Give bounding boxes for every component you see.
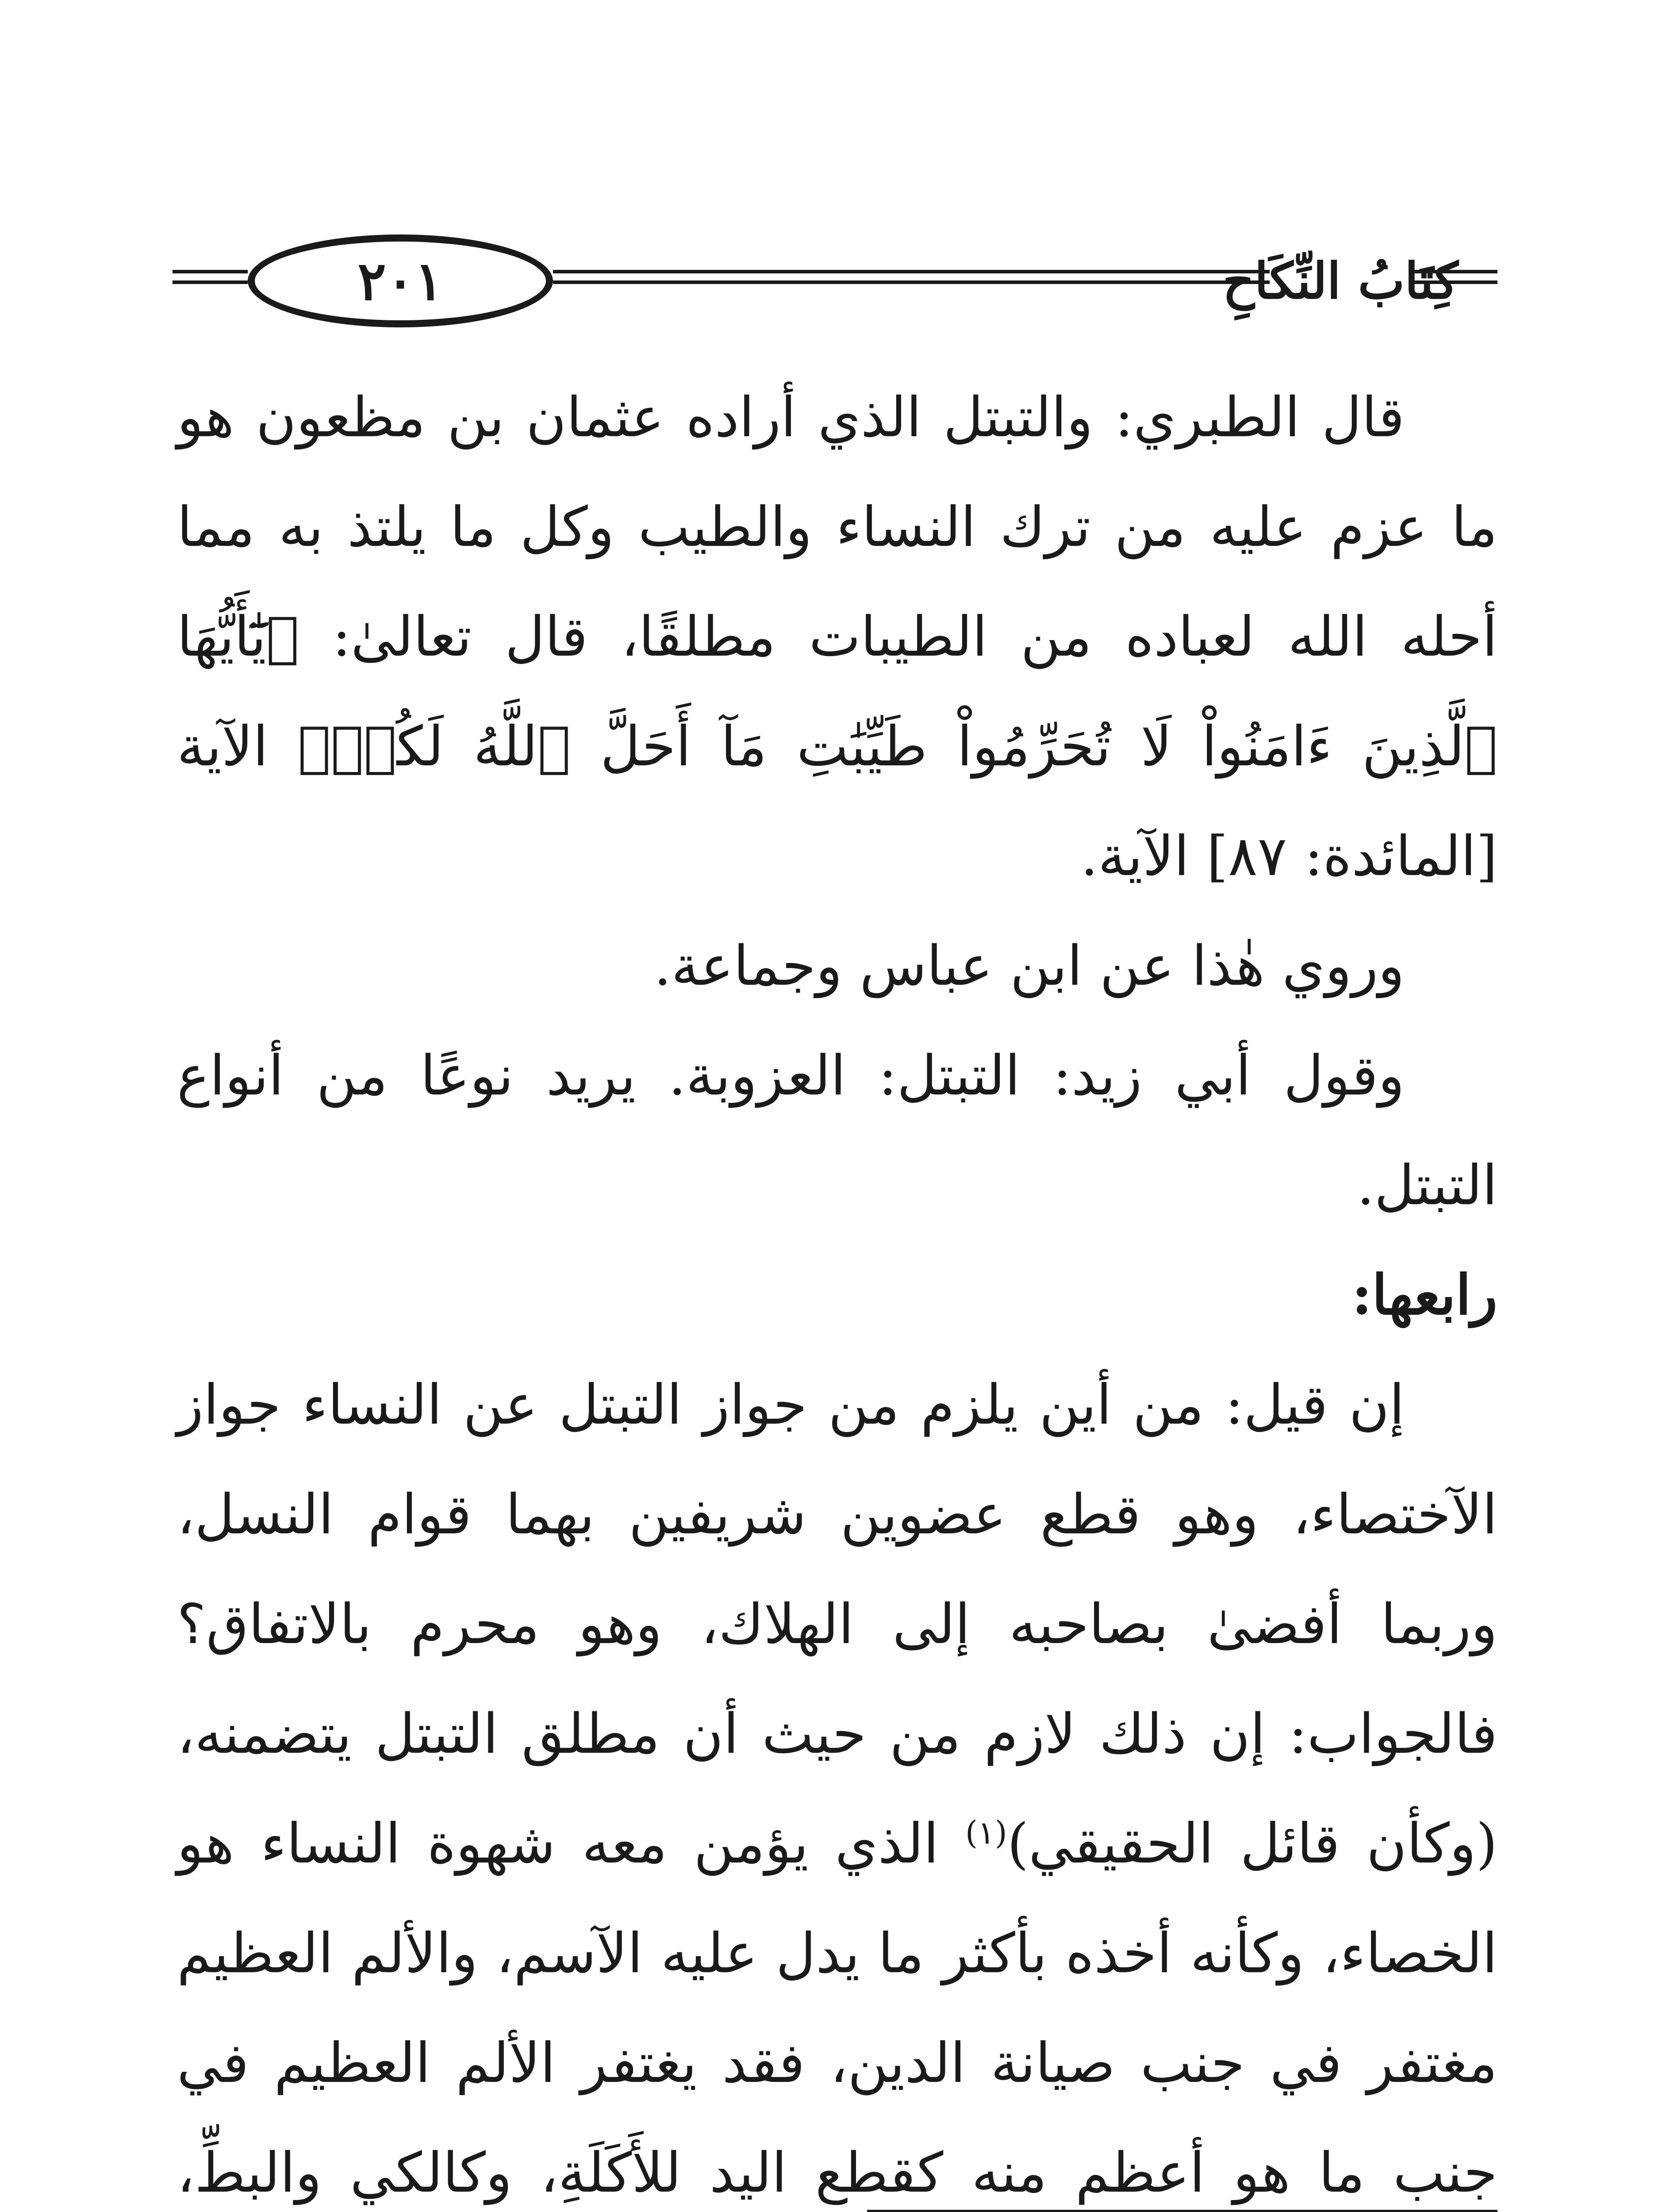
paragraph-tabari: قال الطبري: والتبتل الذي أراده عثمان بن مظعون هو ما عزم عليه من ترك النساء والطيب وكل ما يلتذ به مما أحله الله لعباده من الطيبات مطلقًا، قال تعالىٰ: ﴿يَٰٓأَيُّهَا ٱلَّذِينَ ءَامَنُواْ لَا تُحَرِّمُواْ طَيِّبَٰتِ مَآ أَحَلَّ ٱللَّهُ لَكُمۡ﴾ الآية [المائدة: ٨٧] الآية.	[177, 386, 1497, 888]
page-number: ٢٠١	[248, 234, 553, 327]
header-rule-left	[173, 270, 248, 284]
paragraph-castration-question	[177, 1350, 1497, 2212]
footnote-reference[interactable]: (١)	[965, 1814, 1007, 1851]
section-heading: رابعها:	[1351, 1263, 1497, 1327]
paragraph-text-before-ref: إن قيل: من أين يلزم من جواز التبتل عن النساء جواز الآختصاء، وهو قطع عضوين شريفين بهما قوام النسل، وربما أفضىٰ بصاحبه إلى الهلاك، وهو محرم بالاتفاق؟ فالجواب: إن ذلك لازم من حيث أن مطلق التبتل يتضمنه، (وكأن قائل الحقيقي)	[177, 1373, 1497, 1876]
running-header	[173, 221, 1497, 345]
header-rule-right	[1411, 270, 1497, 284]
book-title: كِتَابُ النِّكَاحِ	[1222, 252, 1459, 310]
paragraph-text-after-ref: الذي يؤمن معه شهوة النساء هو الخصاء، وكأنه أخذه بأكثر ما يدل عليه الآسم، والألم العظيم مغتفر في جنب صيانة الدين، فقد يغتفر الألم العظيم في جنب ما هو أعظم منه كقطع اليد للأَكَلَةِ، وكالكي والبطِّ،	[177, 1812, 1497, 2205]
main-text	[177, 363, 1497, 2212]
footnote-separator	[867, 2210, 1497, 2212]
paragraph-abu-zaid: وقول أبي زيد: التبتل: العزوبة. يريد نوعًا من أنواع التبتل.	[177, 1044, 1497, 1217]
paragraph-ibn-abbas: وروي هٰذا عن ابن عباس وجماعة.	[654, 934, 1405, 998]
header-rule-middle	[553, 270, 1270, 284]
